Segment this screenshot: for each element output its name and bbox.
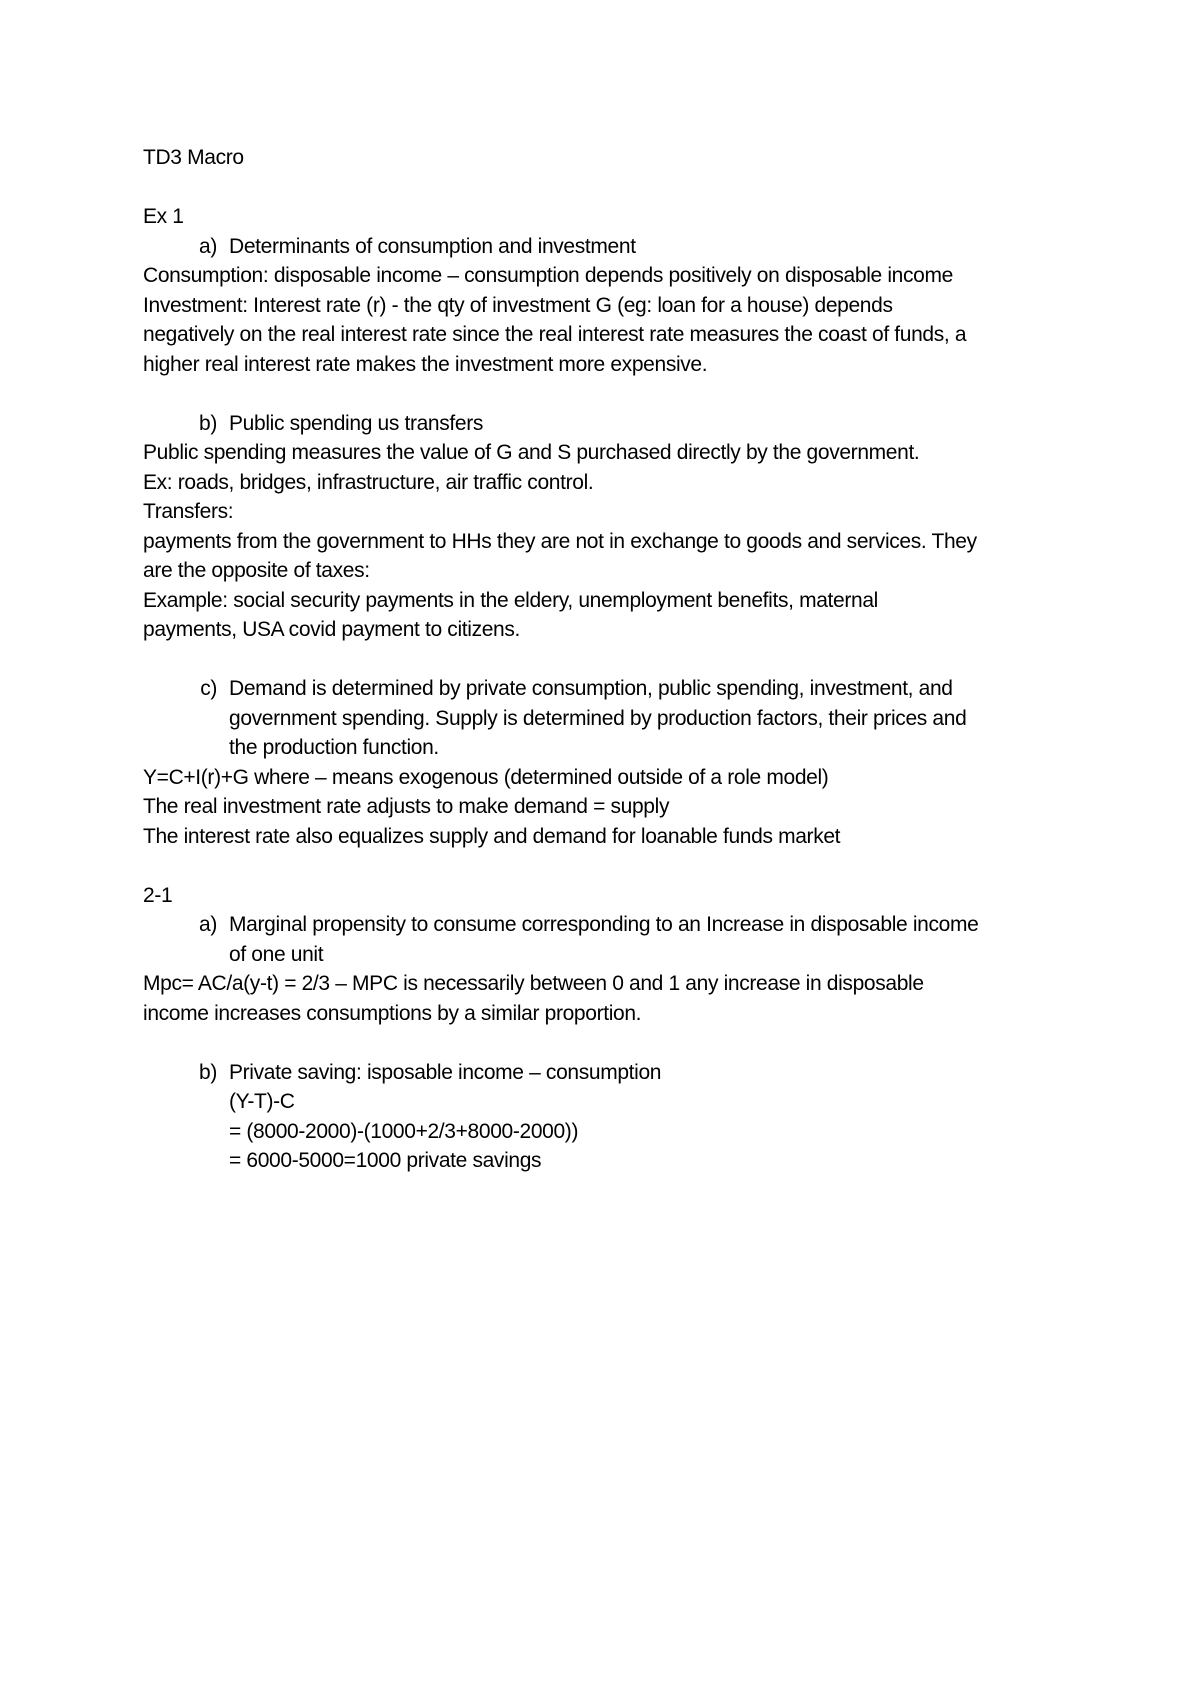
spacer	[143, 379, 1063, 409]
heading-line: of one unit	[229, 942, 324, 966]
paragraph-line: The real investment rate adjusts to make demand = supply	[143, 795, 670, 818]
paragraph-line: payments from the government to HHs they are not in exchange to goods and services. They	[143, 529, 977, 553]
ex2-b-heading: Private saving: isposable income – consumption	[229, 1060, 662, 1084]
paragraph-line: Mpc= AC/a(y-t) = 2/3 – MPC is necessarily between 0 and 1 any increase in disposable	[143, 972, 924, 995]
ex1-item-b	[179, 409, 1063, 439]
spacer	[143, 645, 1063, 675]
calculation-line: = 6000-5000=1000 private savings	[229, 1149, 542, 1172]
paragraph-line: Transfers:	[143, 500, 234, 523]
paragraph-line: higher real interest rate makes the investment more expensive.	[143, 352, 708, 376]
paragraph-line: income increases consumptions by a similar proportion.	[143, 1001, 642, 1025]
ex1-c-heading	[229, 674, 1063, 763]
list-marker: c)	[200, 677, 217, 700]
ex2-item-b	[179, 1058, 1063, 1088]
ex1-b-heading: Public spending us transfers	[229, 411, 484, 435]
exercise-1-heading: Ex 1	[143, 205, 184, 228]
list-marker: a)	[199, 234, 217, 258]
heading-line: Marginal propensity to consume corresponding to an Increase in disposable income	[229, 913, 979, 936]
ex1-item-c	[179, 674, 1063, 763]
spacer	[143, 173, 1063, 203]
paragraph-line: Ex: roads, bridges, infrastructure, air traffic control.	[143, 470, 594, 494]
paragraph-line: Y=C+I(r)+G where – means exogenous (determined outside of a role model)	[143, 765, 829, 789]
paragraph-line: Consumption: disposable income – consumption depends positively on disposable income	[143, 264, 953, 287]
ex2-a-heading	[229, 910, 1063, 969]
ex1-a-heading: Determinants of consumption and investment	[229, 234, 636, 258]
ex2-item-a	[179, 910, 1063, 969]
heading-line: government spending. Supply is determined by production factors, their prices and	[229, 706, 967, 730]
paragraph-line: The interest rate also equalizes supply and demand for loanable funds market	[143, 824, 841, 848]
paragraph-line: Example: social security payments in the eldery, unemployment benefits, maternal	[143, 588, 878, 612]
list-marker: b)	[199, 1060, 217, 1084]
list-marker: b)	[199, 411, 217, 435]
paragraph-line: Investment: Interest rate (r) - the qty of investment G (eg: loan for a house) depends	[143, 293, 893, 317]
list-marker: a)	[199, 913, 217, 936]
spacer	[143, 851, 1063, 881]
paragraph-line: payments, USA covid payment to citizens.	[143, 618, 521, 641]
exercise-2-heading: 2-1	[143, 883, 173, 907]
ex1-item-a	[179, 232, 1063, 262]
calculation-line: (Y-T)-C	[229, 1090, 295, 1113]
paragraph-line: are the opposite of taxes:	[143, 559, 370, 582]
document-title: TD3 Macro	[143, 146, 244, 169]
paragraph-line: Public spending measures the value of G and S purchased directly by the government.	[143, 441, 920, 464]
heading-line: Demand is determined by private consumption, public spending, investment, and	[229, 677, 953, 700]
document-body	[143, 143, 1063, 1176]
heading-line: the production function.	[229, 736, 439, 759]
calculation-line: = (8000-2000)-(1000+2/3+8000-2000))	[229, 1119, 579, 1143]
paragraph-line: negatively on the real interest rate since the real interest rate measures the coast of funds, a	[143, 323, 967, 346]
spacer	[143, 1028, 1063, 1058]
